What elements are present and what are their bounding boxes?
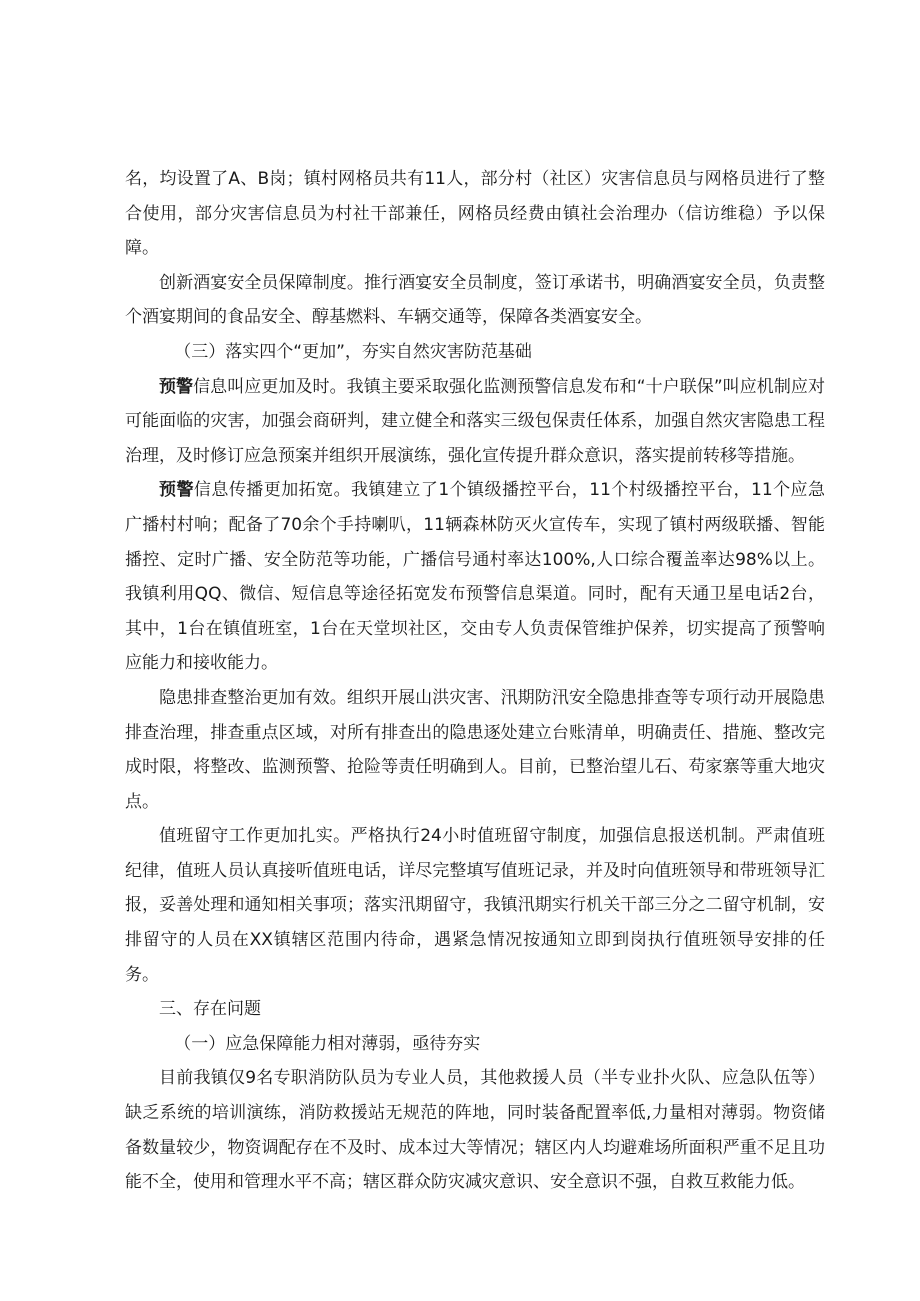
paragraph-text: 名，均设置了A、B岗；镇村网格员共有11人，部分村（社区）灾害信息员与网格员进行了整合使用，部分灾害信息员为村社干部兼任，网格员经费由镇社会治理办（信访维稳）予以保障。 [125,169,825,259]
paragraph-text: 值班留守工作更加扎实。严格执行24小时值班留守制度，加强信息报送机制。严肃值班纪律，值班人员认真接听值班电话，详尽完整填写值班记录，并及时向值班领导和带班领导汇报，妥善处理和通知相关事项；落实汛期留守，我镇汛期实行机关干部三分之二留守机制，安排留守的人员在XX镇辖区范围内待命，遇紧急情况按通知立即到岗执行值班领导安排的任务。 [125,826,825,985]
paragraph-grid-staff [125,162,825,266]
paragraph-text: 创新酒宴安全员保障制度。推行酒宴安全员制度，签订承诺书，明确酒宴安全员，负责整个酒宴期间的食品安全、醇基燃料、车辆交通等，保障各类酒宴安全。 [125,272,825,328]
document-body [125,162,825,1200]
paragraph-lead: 预警 [159,376,194,397]
paragraph-text: 信息叫应更加及时。我镇主要采取强化监测预警信息发布和“十户联保”叫应机制应对可能面临的灾害，加强会商研判，建立健全和落实三级包保责任体系，加强自然灾害隐患工程治理，及时修订应急预案并组织开展演练，强化宣传提升群众意识，落实提前转移等措施。 [125,376,825,466]
paragraph-lead: 预警 [159,480,194,501]
heading-text: （三）落实四个“更加”，夯实自然灾害防范基础 [174,341,532,362]
paragraph-hazard-inspection [125,681,825,819]
paragraph-text: 信息传播更加拓宽。我镇建立了1个镇级播控平台，11个村级播控平台，11个应急广播村村响；配备了70余个手持喇叭，11辆森林防灭火宣传车，实现了镇村两级联播、智能播控、定时广播、安全防范等功能，广播信号通村率达100%,人口综合覆盖率达98%以上。我镇利用QQ、微信、短信息等途径拓宽发布预警信息渠道。同时，配有天通卫星电话2台，其中，1台在镇值班室，1台在天堂坝社区，交由专人负责保管维护保养，切实提高了预警响应能力和接收能力。 [125,480,826,674]
section-heading-problems [125,992,825,1027]
heading-text: 三、存在问题 [159,999,261,1020]
heading-text: （一）应急保障能力相对薄弱，亟待夯实 [174,1033,481,1054]
paragraph-warning-response [125,370,825,474]
section-heading-one [125,1027,825,1062]
paragraph-banquet-safety [125,266,825,335]
paragraph-warning-broadcast [125,473,825,681]
paragraph-duty-shift [125,819,825,992]
paragraph-text: 目前我镇仅9名专职消防队员为专业人员，其他救援人员（半专业扑火队、应急队伍等）缺乏系统的培训演练，消防救援站无规范的阵地，同时装备配置率低,力量相对薄弱。物资储备数量较少，物资调配存在不及时、成本过大等情况；辖区内人均避难场所面积严重不足且功能不全，使用和管理水平不高；辖区群众防灾减灾意识、安全意识不强，自救互救能力低。 [125,1068,825,1193]
section-heading-three [125,335,825,370]
paragraph-capability-weak [125,1061,825,1199]
paragraph-text: 隐患排查整治更加有效。组织开展山洪灾害、汛期防汛安全隐患排查等专项行动开展隐患排查治理，排查重点区域，对所有排查出的隐患逐处建立台账清单，明确责任、措施、整改完成时限，将整改、监测预警、抢险等责任明确到人。目前，已整治望儿石、苟家寨等重大地灾点。 [125,687,825,812]
